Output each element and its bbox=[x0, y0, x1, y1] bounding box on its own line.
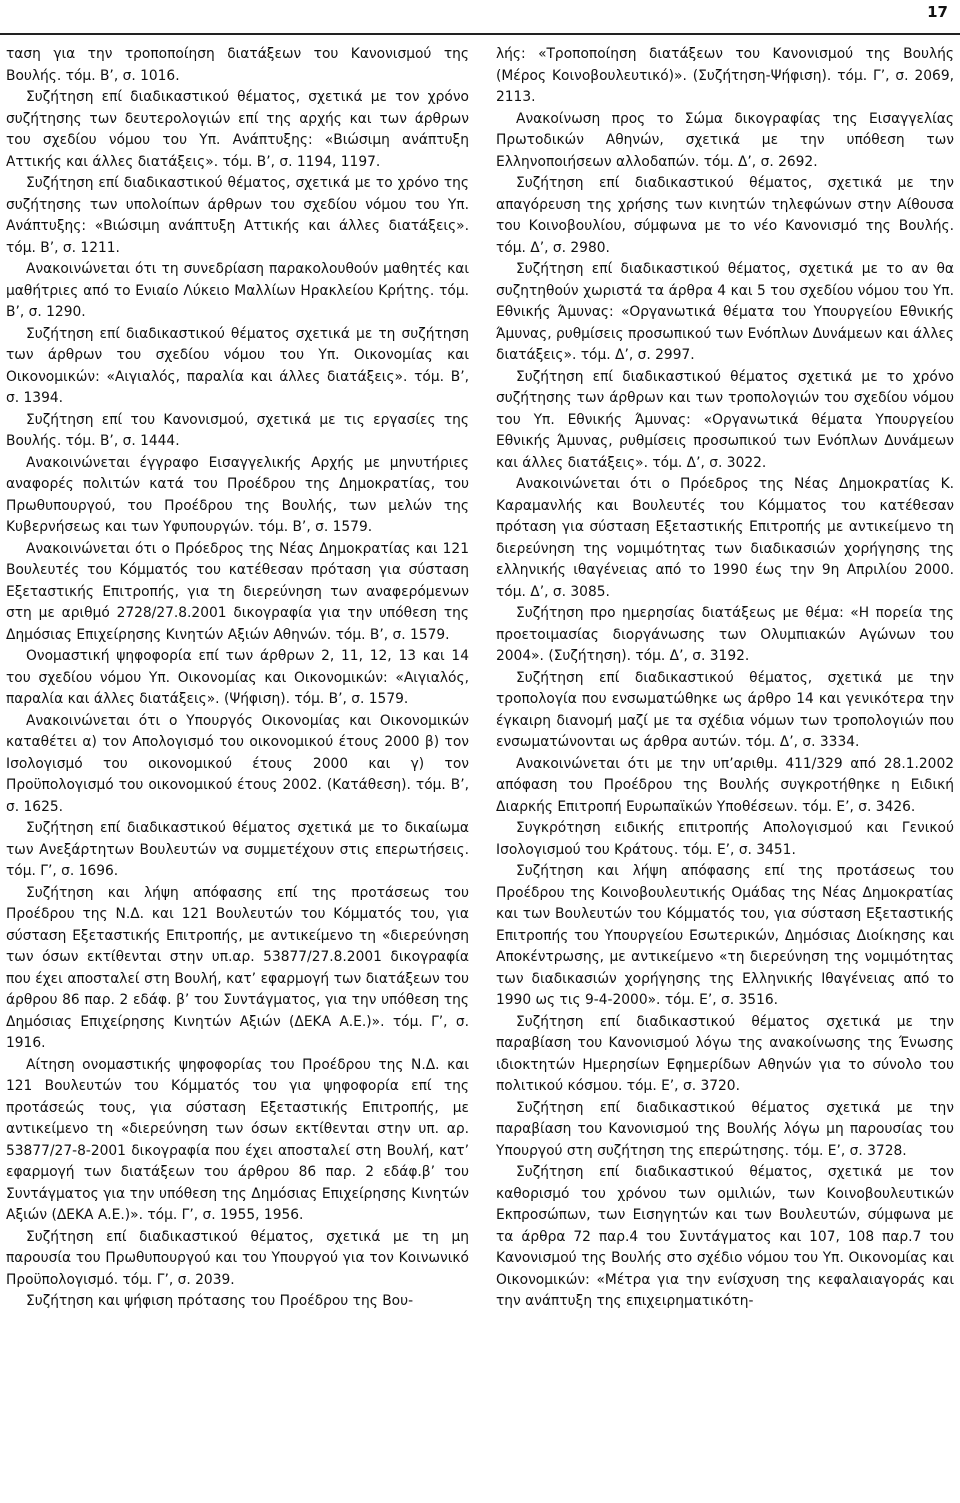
index-entry: Ανακοίνωση προς το Σώμα δικογραφίας της Εισαγγελίας Πρωτοδικών Αθηνών, σχετικά με την υπόθεση των Ελληνοποιήσεων αλλοδαπών. τόμ. Δ’, σ. 2692. bbox=[496, 110, 954, 170]
index-entry: Ανακοινώνεται ότι με την υπ’αριθμ. 411/329 από 28.1.2002 απόφαση του Προέδρου της Βουλής συγκροτήθηκε η Ειδική Διαρκής Επιτροπή Ευρωπαϊκών Υποθέσεων. τόμ. Ε’, σ. 3426. bbox=[496, 755, 954, 815]
index-entry: Συζήτηση επί διαδικαστικού θέματος, σχετικά με την τροπολογία που ενσωματώθηκε ως άρθρο 14 και γενικότερα την έγκαιρη διανομή μαζί με τα σχέδια νόμων των τροπολογιών που ενσωματώνονται ως άρθρα αυτών. τόμ. Δ’, σ. 3334. bbox=[496, 669, 954, 750]
index-entry: ταση για την τροποποίηση διατάξεων του Κανονισμού της Βουλής. τόμ. Β’, σ. 1016. bbox=[6, 46, 469, 84]
index-entry: λής: «Τροποποίηση διατάξεων του Κανονισμού της Βουλής (Μέρος Κοινοβουλευτικό)». (Συζήτηση-Ψήφιση). τόμ. Γ’, σ. 2069, 2113. bbox=[496, 46, 954, 105]
index-entry: Συζήτηση επί διαδικαστικού θέματος, σχετικά με την απαγόρευση της χρήσης των κινητών τηλεφώνων στην Αίθουσα του Κοινοβουλίου, σύμφωνα με το νέο Κανονισμό της Βουλής. τόμ. Δ’, σ. 2980. bbox=[496, 175, 954, 256]
index-entry: Ανακοινώνεται ότι ο Πρόεδρος της Νέας Δημοκρατίας Κ. Καραμανλής και Βουλευτές του Κόμματος του κατέθεσαν πρόταση για σύσταση Εξεταστικής Επιτροπής με αντικείμενο τη διερεύνηση της νομιμότητας των διαδικασιών χορήγησης της ελληνικής ιθαγένειας από το 1990 έως την 9η Απριλίου 2000. τόμ. Δ’, σ. 3085. bbox=[496, 476, 954, 600]
index-entry: Συζήτηση και λήψη απόφασης επί της προτάσεως του Προέδρου της Ν.Δ. και 121 Βουλευτών του Κόμματός του, για σύσταση Εξεταστικής Επιτροπής, με αντικείμενο τη «διερεύνηση των όσων εκτίθενται στην υπ.αρ. 53877/27.8.2001 δικογραφία που έχει αποσταλεί στη Βουλή, κατ’ εφαρμογή των διατάξεων του άρθρου 86 παρ. 2 εδάφ. β’ του Συντάγματος, για την υπόθεση της Δημόσιας Επιχείρησης Κινητών Αξιών (ΔΕΚΑ Α.Ε.)». τόμ. Γ’, σ. 1916. bbox=[6, 884, 469, 1051]
page-number: 17 bbox=[927, 3, 948, 21]
index-entry: Συζήτηση επί διαδικαστικού θέματος σχετικά με τη συζήτηση των άρθρων του σχεδίου νόμου του Υπ. Οικονομίας και Οικονομικών: «Αιγιαλός, παραλία και άλλες διατάξεις». τόμ. Β’, σ. 1394. bbox=[6, 325, 469, 406]
index-entry: Συζήτηση επί διαδικαστικού θέματος, σχετικά με το χρόνο της συζήτησης των υπολοίπων άρθρων του σχεδίου νόμου του Υπ. Ανάπτυξης: «Βιώσιμη ανάπτυξη Αττικής και άλλες διατάξεις». τόμ. Β’, σ. 1211. bbox=[6, 175, 469, 256]
index-entry: Ανακοινώνεται έγγραφο Εισαγγελικής Αρχής με μηνυτήριες αναφορές πολιτών κατά του Προέδρου της Δημοκρατίας, του Πρωθυπουργού, του Προέδρου της Βουλής, των μελών της Κυβερνήσεως και των Υφυπουργών. τόμ. Β’, σ. 1579. bbox=[6, 454, 469, 535]
index-entry: Συζήτηση προ ημερησίας διατάξεως με θέμα: «Η πορεία της προετοιμασίας διοργάνωσης των Ολυμπιακών Αγώνων του 2004». (Συζήτηση). τόμ. Δ’, σ. 3192. bbox=[496, 605, 954, 664]
index-entry: Συγκρότηση ειδικής επιτροπής Απολογισμού και Γενικού Ισολογισμού του Κράτους. τόμ. Ε’, σ. 3451. bbox=[496, 820, 954, 858]
right-column bbox=[496, 44, 954, 1313]
index-entry: Συζήτηση επί διαδικαστικού θέματος σχετικά με το χρόνο συζήτησης των άρθρων και των τροπολογιών του σχεδίου νόμου του Υπ. Εθνικής Άμυνας: «Οργανωτικά θέματα Υπουργείου Εθνικής Άμυνας, ρυθμίσεις προσωπικού των Ενόπλων Δυνάμεων και άλλες διατάξεις». τόμ. Δ’, σ. 3022. bbox=[496, 368, 954, 471]
index-entry: Συζήτηση επί διαδικαστικού θέματος σχετικά με το δικαίωμα των Ανεξάρτητων Βουλευτών να συμμετέχουν στις επερωτήσεις. τόμ. Γ’, σ. 1696. bbox=[6, 820, 469, 879]
index-entry: Συζήτηση επί διαδικαστικού θέματος, σχετικά με το αν θα συζητηθούν χωριστά τα άρθρα 4 και 5 του σχεδίου νόμου του Υπ. Εθνικής Άμυνας: «Οργανωτικά θέματα του Υπουργείου Εθνικής Άμυνας, ρυθμίσεις προσωπικού των Ενόπλων Δυνάμεων και άλλες διατάξεις». τόμ. Δ’, σ. 2997. bbox=[496, 261, 954, 363]
left-column bbox=[6, 44, 469, 1313]
index-entry: Ανακοινώνεται ότι ο Υπουργός Οικονομίας και Οικονομικών καταθέτει α) τον Απολογισμό του οικονομικού έτους 2000 β) τον Ισολογισμό του οικονομικού έτους 2000 και γ) τον Προϋπολογισμό του οικονομικού έτους 2002. (Κατάθεση). τόμ. Β’, σ. 1625. bbox=[6, 712, 469, 815]
index-entry: Συζήτηση επί διαδικαστικού θέματος σχετικά με την παραβίαση του Κανονισμού της Βουλής λόγω μη παρουσίας του Υπουργού στη συζήτηση της επερώτησης. τόμ. Ε’, σ. 3728. bbox=[496, 1099, 954, 1159]
header-rule bbox=[0, 33, 960, 35]
index-entry: Ανακοινώνεται ότι τη συνεδρίαση παρακολουθούν μαθητές και μαθήτριες από το Ενιαίο Λύκειο Μαλλίων Ηρακλείου Κρήτης. τόμ. Β’, σ. 1290. bbox=[6, 261, 469, 320]
index-entry: Συζήτηση επί διαδικαστικού θέματος, σχετικά με τον χρόνο συζήτησης των δευτερολογιών επί της αρχής και των άρθρων του σχεδίου νόμου του Υπ. Ανάπτυξης: «Βιώσιμη ανάπτυξη Αττικής και άλλες διατάξεις». τόμ. Β’, σ. 1194, 1197. bbox=[6, 89, 469, 170]
index-entry: Συζήτηση επί του Κανονισμού, σχετικά με τις εργασίες της Βουλής. τόμ. Β’, σ. 1444. bbox=[6, 411, 469, 449]
index-entry: Ανακοινώνεται ότι ο Πρόεδρος της Νέας Δημοκρατίας και 121 Βουλευτές του Κόμματός του κατέθεσαν πρόταση για σύσταση Εξεταστικής Επιτροπής, για τη διερεύνηση των αναφερόμενων στη με αριθμό 2728/27.8.2001 δικογραφία για την υπόθεση της Δημόσιας Επιχείρησης Κινητών Αξιών Αθηνών. τόμ. Β’, σ. 1579. bbox=[6, 540, 469, 643]
index-entry: Συζήτηση επί διαδικαστικού θέματος, σχετικά με τη μη παρουσία του Πρωθυπουργού και του Υπουργού για τον Κοινωνικό Προϋπολογισμό. τόμ. Γ’, σ. 2039. bbox=[6, 1228, 469, 1288]
index-entry: Συζήτηση και λήψη απόφασης επί της προτάσεως του Προέδρου της Κοινοβουλευτικής Ομάδας της Νέας Δημοκρατίας και των Βουλευτών του Κόμματός του, για σύσταση Εξεταστικής Επιτροπής του Υπουργείου Εσωτερικών, Δημόσιας Διοίκησης και Αποκέντρωσης, με αντικείμενο «τη διερεύνηση της νομιμότητας των διαδικασιών χορήγησης της Ελληνικής Ιθαγένειας από το 1990 ως τις 9-4-2000». τόμ. Ε’, σ. 3516. bbox=[496, 863, 954, 1008]
index-entry: Αίτηση ονομαστικής ψηφοφορίας του Προέδρου της Ν.Δ. και 121 Βουλευτών του Κόμματός του για ψηφοφορία επί της προτάσεώς τους, για σύσταση Εξεταστικής Επιτροπής, με αντικείμενο τη «διερεύνηση των όσων εκτίθενται στην υπ. αρ. 53877/27-8-2001 δικογραφία που έχει αποσταλεί στη Βουλή, κατ’ εφαρμογή των διατάξεων του άρθρου 86 παρ. 2 εδάφ.β’ του Συντάγματος για την υπόθεση της Δημόσιας Επιχείρησης Κινητών Αξιών (ΔΕΚΑ Α.Ε.)». τόμ. Γ’, σ. 1955, 1956. bbox=[6, 1056, 469, 1223]
index-entry: Συζήτηση και ψήφιση πρότασης του Προέδρου της Βου- bbox=[26, 1293, 414, 1309]
index-entry: Ονομαστική ψηφοφορία επί των άρθρων 2, 11, 12, 13 και 14 του σχεδίου νόμου Υπ. Οικονομίας και Οικονομικών: «Αιγιαλός, παραλία και άλλες διατάξεις». (Ψήφιση). τόμ. Β’, σ. 1579. bbox=[6, 648, 469, 707]
index-entry: Συζήτηση επί διαδικαστικού θέματος σχετικά με την παραβίαση του Κανονισμού λόγω της ανακοίνωσης της Ένωσης ιδιοκτητών Ημερησίων Εφημερίδων Αθηνών για το σύνολο του πολιτικού κόσμου. τόμ. Ε’, σ. 3720. bbox=[496, 1013, 954, 1094]
index-entry: Συζήτηση επί διαδικαστικού θέματος, σχετικά με τον καθορισμό του χρόνου των ομιλιών, των Κοινοβουλευτικών Εκπροσώπων, των Εισηγητών και των Βουλευτών, σύμφωνα με τα άρθρα 72 παρ.4 του Συντάγματος και 107, 108 παρ.7 του Κανονισμού της Βουλής στο σχέδιο νόμου του Υπ. Οικονομίας και Οικονομικών: «Μέτρα για την ενίσχυση της κεφαλαιαγοράς και την ανάπτυξη της επιχειρηματικότη- bbox=[496, 1164, 954, 1309]
